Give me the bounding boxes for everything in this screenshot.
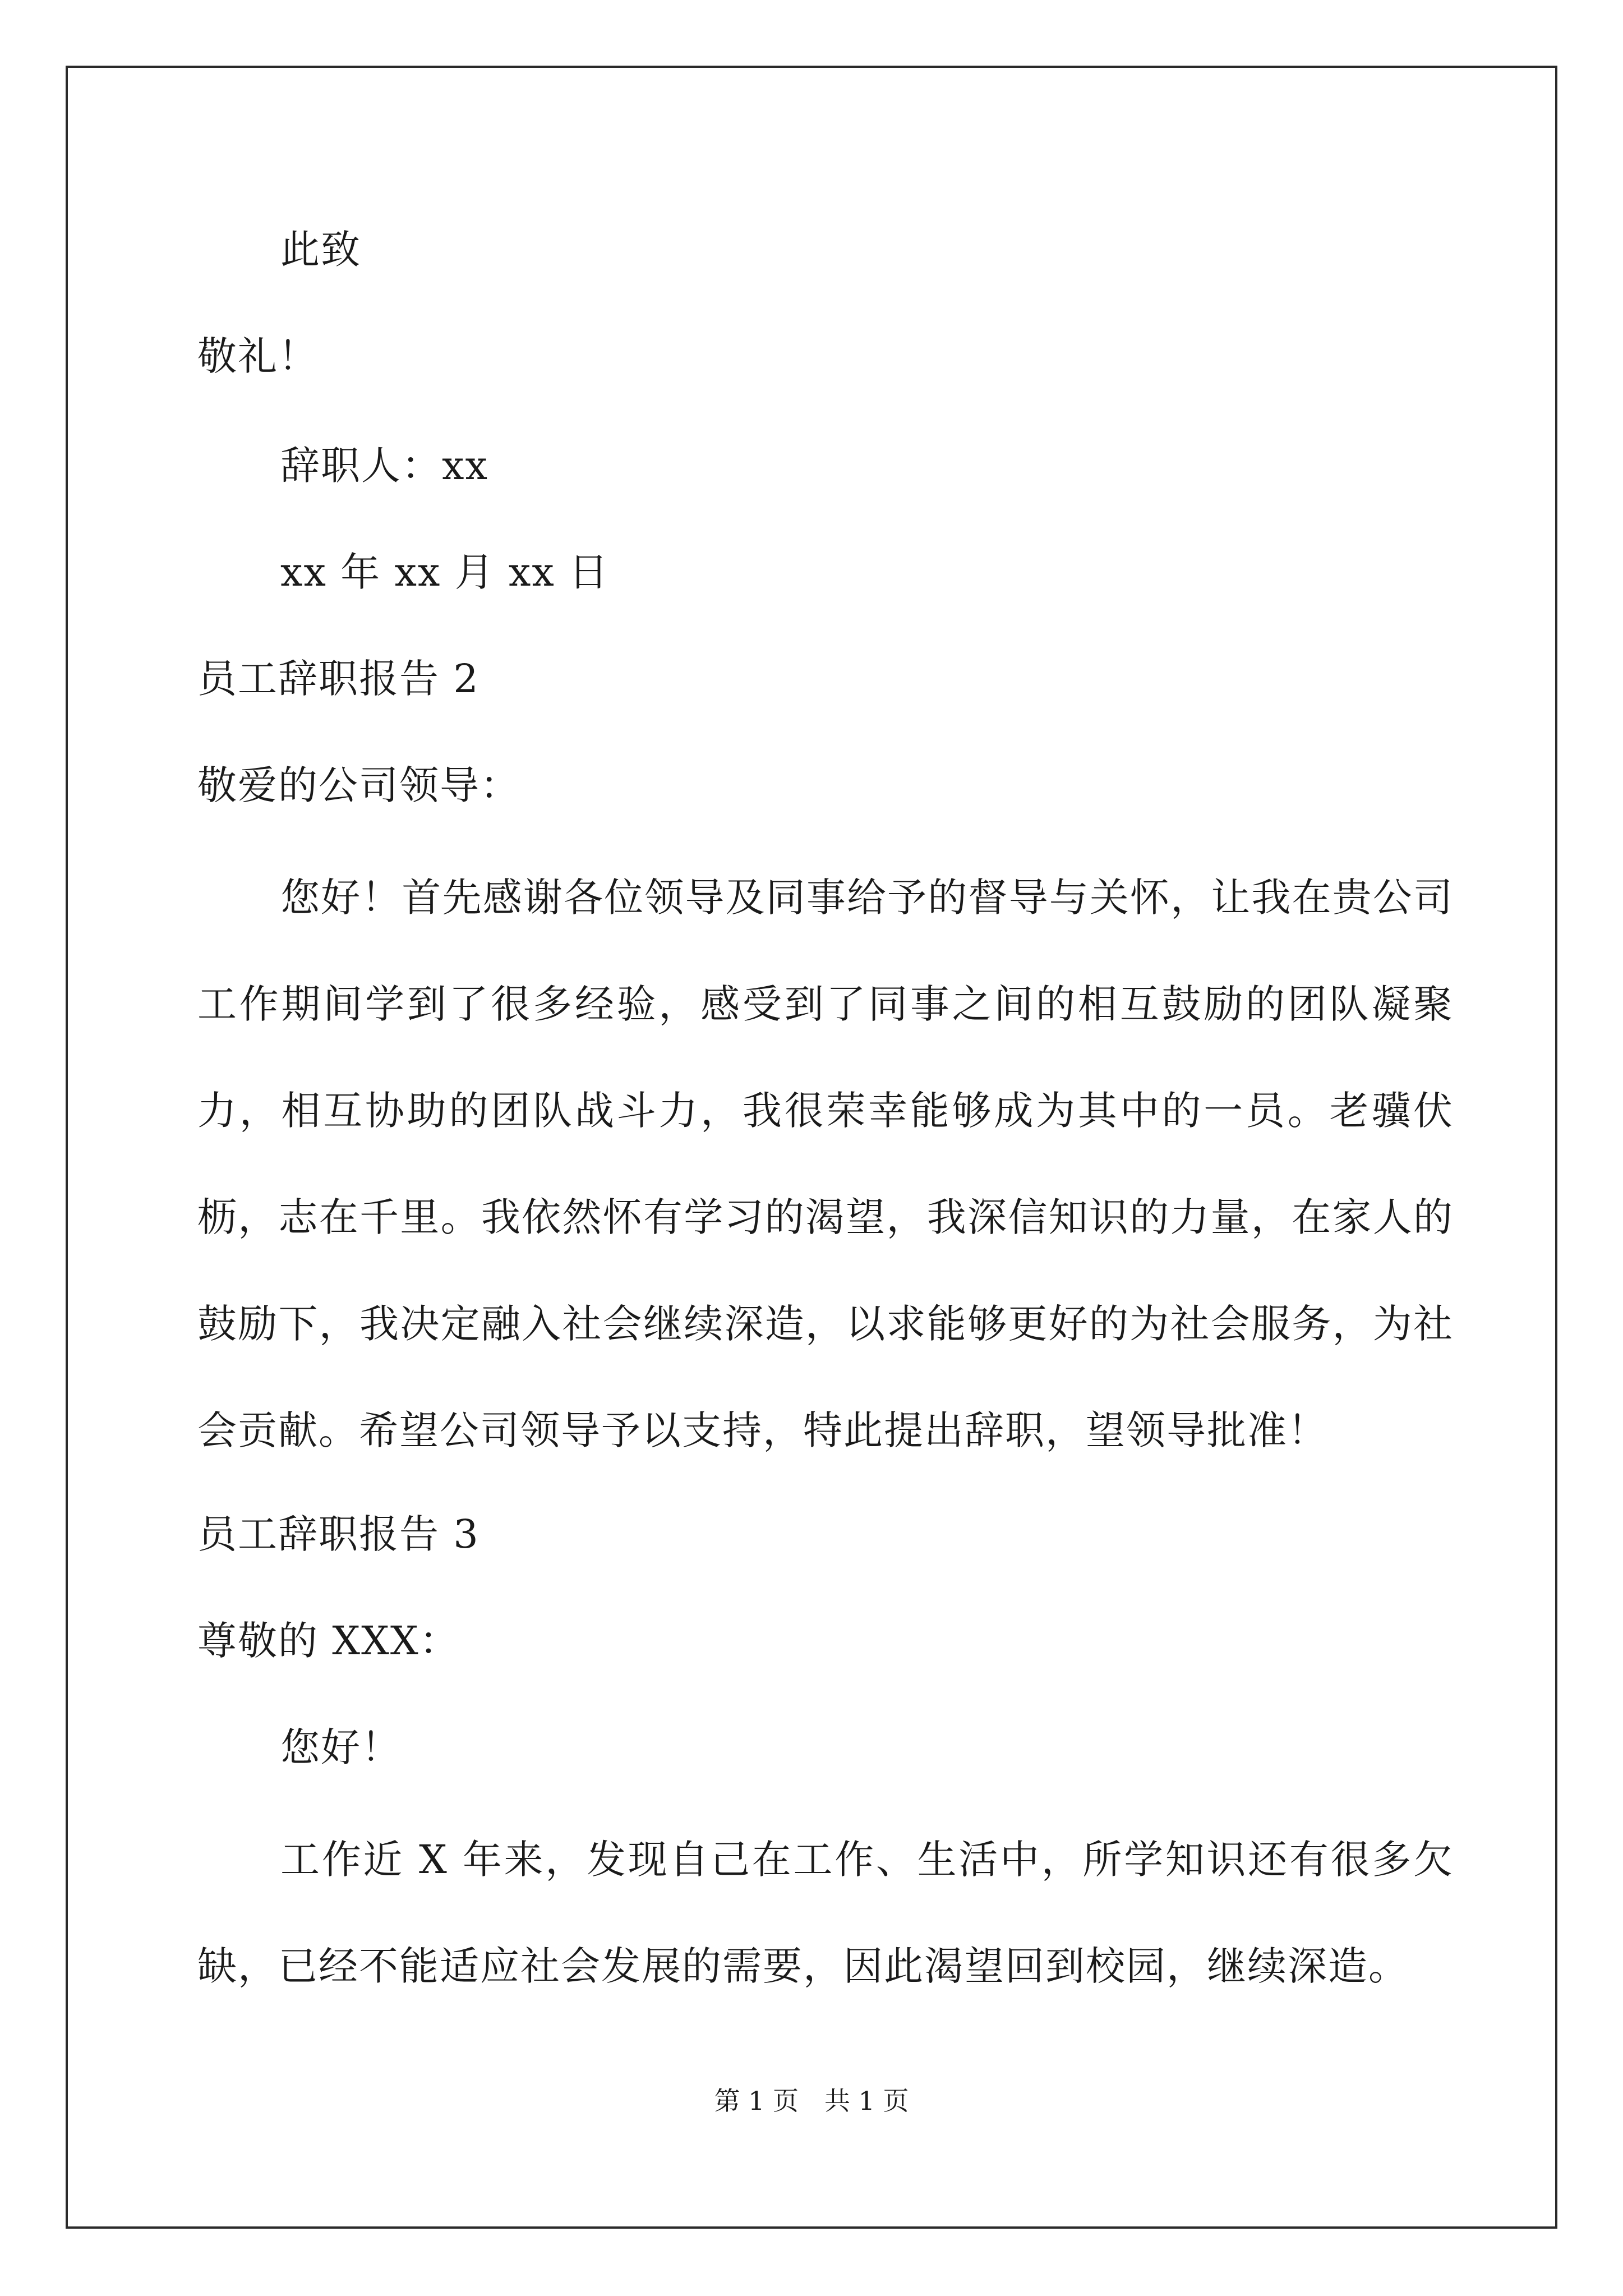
report2-body: 您好！首先感谢各位领导及同事给予的督导与关怀，让我在贵公司工作期间学到了很多经验，感受到了同事之间的相互鼓励的团队凝聚力，相互协助的团队战斗力，我很荣幸能够成为其中的一员。老骥伏枥，志在千里。我依然怀有学习的渴望，我深信知识的力量，在家人的鼓励下，我决定融入社会继续深造，以求能够更好的为社会服务，为社会贡献。希望公司领导予以支持，特此提出辞职，望领导批准！ xyxy=(197,875,1454,1453)
report3-body: 工作近 X 年来，发现自己在工作、生活中，所学知识还有很多欠缺，已经不能适应社会发展的需要，因此渴望回到校园，继续深造。 xyxy=(197,1837,1454,1989)
report2-title: 员工辞职报告 2 xyxy=(197,656,479,702)
page-footer: 第 1 页 共 1 页 xyxy=(714,2086,909,2116)
signer-line: 辞职人：xx xyxy=(280,443,488,489)
report3-greeting: 尊敬的 XXX： xyxy=(197,1618,460,1664)
report2-greeting: 敬爱的公司领导： xyxy=(197,762,520,808)
report3-hello: 您好！ xyxy=(280,1724,402,1770)
date-line: xx 年 xx 月 xx 日 xyxy=(280,549,610,595)
report3-title: 员工辞职报告 3 xyxy=(197,1511,479,1557)
closing-line: 此致 xyxy=(280,227,361,273)
salute-line: 敬礼！ xyxy=(197,333,319,379)
